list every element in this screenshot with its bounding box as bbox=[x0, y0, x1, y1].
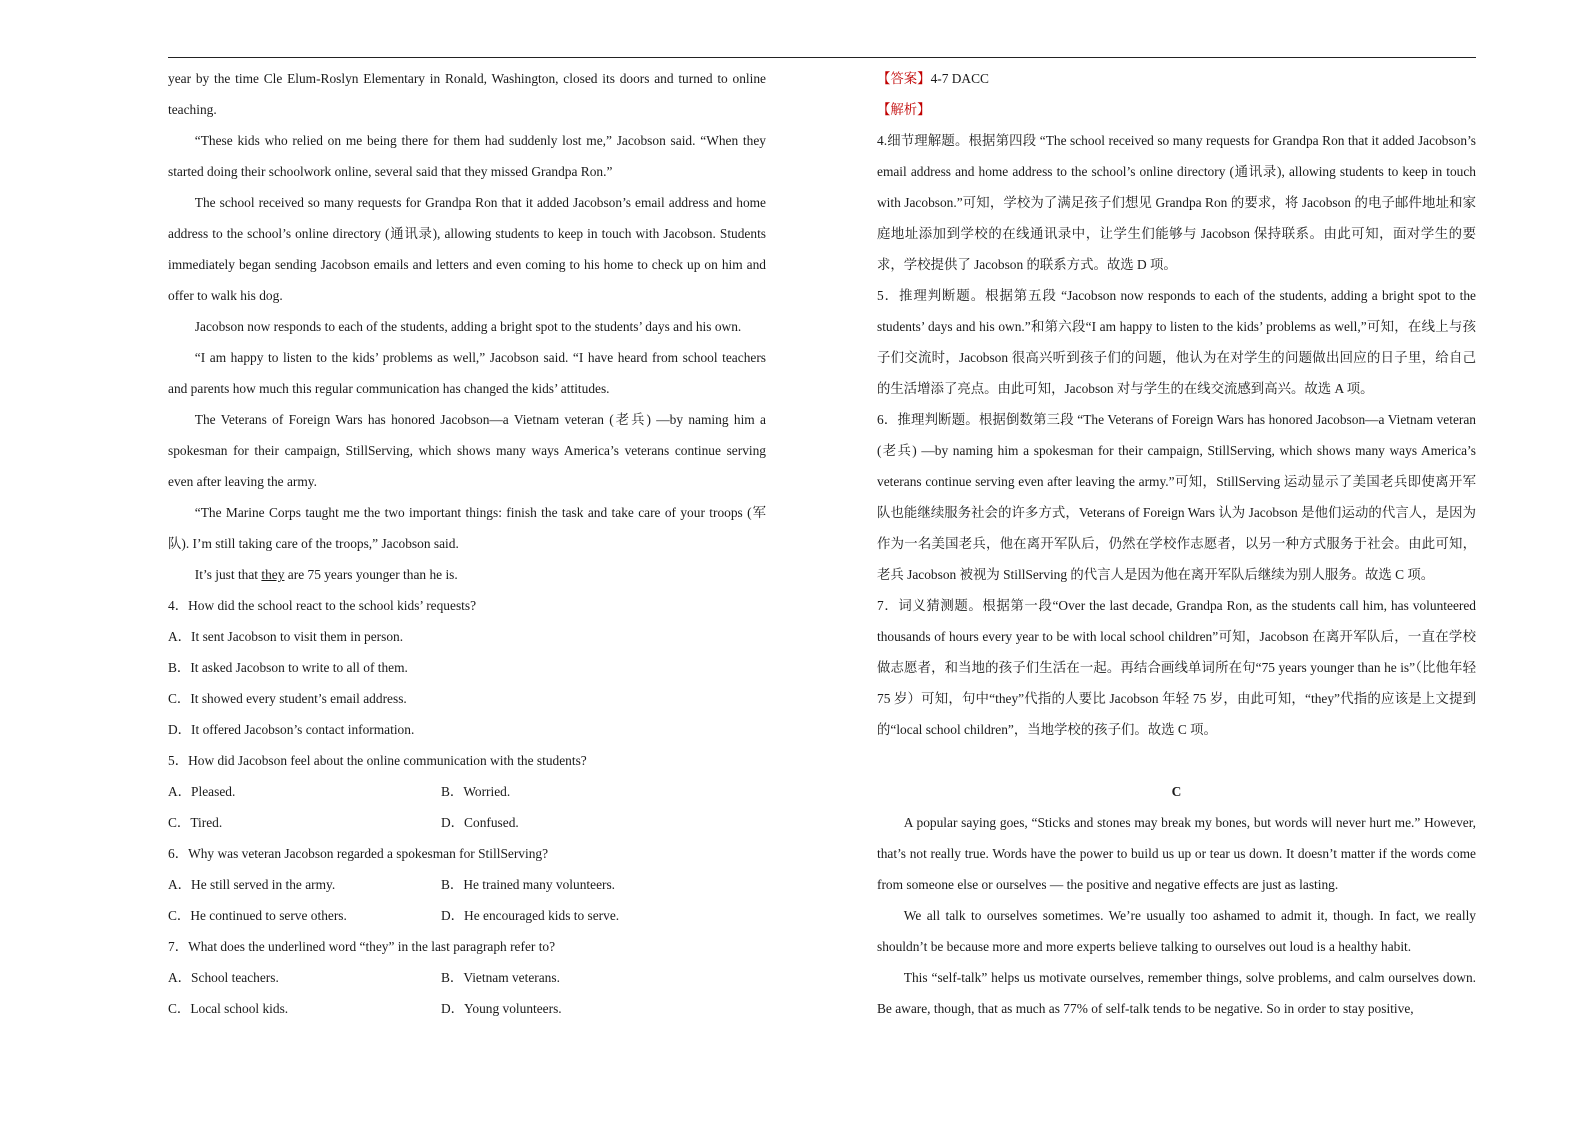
question-7-option-a: A．School teachers. bbox=[168, 970, 279, 985]
question-5-option-b: B．Worried. bbox=[441, 784, 511, 799]
question-7-options-row-2 bbox=[168, 993, 766, 1024]
passage-paragraph: year by the time Cle Elum-Roslyn Elementary in Ronald, Washington, closed its doors and turned to online teaching. bbox=[168, 71, 766, 117]
passage-paragraph: Jacobson now responds to each of the students, adding a bright spot to the students’ days and his own. bbox=[194, 319, 742, 334]
analysis-tag: 【解析】 bbox=[877, 102, 931, 117]
passage-paragraph: “I am happy to listen to the kids’ problems as well,” Jacobson said. “I have heard from school teachers and parents how much this regular communication has changed the kids’ attitudes. bbox=[168, 350, 766, 396]
question-7-option-c: C．Local school kids. bbox=[168, 1001, 289, 1016]
question-4-stem: 4．How did the school react to the school kids’ requests? bbox=[168, 598, 477, 613]
question-6-options-row-2 bbox=[168, 900, 766, 931]
question-5-options-row-2 bbox=[168, 807, 766, 838]
answer-line bbox=[877, 63, 1476, 94]
passage-paragraph: A popular saying goes, “Sticks and stones may break my bones, but words will never hurt me.” However, that’s not really true. Words have the power to build us up or tear us down. It doesn’t matter if the words come from someone else or ourselves — the positive and negative effects are just as lasting. bbox=[877, 815, 1476, 892]
question-6-option-d: D．He encouraged kids to serve. bbox=[441, 908, 620, 923]
passage-paragraph: The Veterans of Foreign Wars has honored Jacobson—a Vietnam veteran (老兵) —by naming him a spokesman for their campaign, StillServing, which shows many ways America’s veterans continue serving even after leaving the army. bbox=[168, 412, 766, 489]
question-5-option-d: D．Confused. bbox=[441, 815, 519, 830]
question-6-options-row-1 bbox=[168, 869, 766, 900]
question-5-options-row-1 bbox=[168, 776, 766, 807]
question-6-option-a: A．He still served in the army. bbox=[168, 877, 336, 892]
answer-tag: 【答案】 bbox=[877, 71, 931, 86]
section-title: C bbox=[1171, 784, 1182, 799]
question-6-option-b: B．He trained many volunteers. bbox=[441, 877, 616, 892]
question-6-stem: 6．Why was veteran Jacobson regarded a spokesman for StillServing? bbox=[168, 846, 549, 861]
passage-paragraph: “These kids who relied on me being there for them had suddenly lost me,” Jacobson said. “When they started doing their schoolwork online, several said that they missed Grandpa Ron.” bbox=[168, 133, 766, 179]
question-5-stem: 5．How did Jacobson feel about the online communication with the students? bbox=[168, 753, 587, 768]
passage-paragraph: We all talk to ourselves sometimes. We’re usually too ashamed to admit it, though. In fact, we really shouldn’t be because more and more experts believe talking to ourselves out loud is a healthy habit. bbox=[877, 908, 1476, 954]
question-7-option-b: B．Vietnam veterans. bbox=[441, 970, 560, 985]
passage-paragraph: The school received so many requests for Grandpa Ron that it added Jacobson’s email address and home address to the school’s online directory (通讯录), allowing students to keep in touch with Jacobson. Students immediately began sending Jacobson emails and letters and even coming to his home to check up on him and offer to walk his dog. bbox=[168, 195, 766, 303]
analysis-item: 6．推理判断题。根据倒数第三段 “The Veterans of Foreign Wars has honored Jacobson—a Vietnam veteran (老兵) —by naming him a spokesman for their campaign, StillServing, which shows many ways America’s veterans continue serving even after leaving the army.”可知，StillServing 运动显示了美国老兵即使离开军队也能继续服务社会的许多方式，Veterans of Foreign Wars 认为 Jacobson 是他们运动的代言人，是因为作为一名美国老兵，他在离开军队后，仍然在学校作志愿者，以另一种方式服务于社会。由此可知，老兵 Jacobson 被视为 StillServing 的代言人是因为他在离开军队后继续为别人服务。故选 C 项。 bbox=[877, 412, 1476, 582]
question-7-stem: 7．What does the underlined word “they” in the last paragraph refer to? bbox=[168, 939, 556, 954]
spacer bbox=[877, 745, 1476, 776]
analysis-line bbox=[877, 94, 1476, 125]
question-5-option-a: A．Pleased. bbox=[168, 784, 236, 799]
passage-paragraph: “The Marine Corps taught me the two important things: finish the task and take care of your troops (军队). I’m still taking care of the troops,” Jacobson said. bbox=[168, 505, 766, 551]
question-4-option-b: B．It asked Jacobson to write to all of them. bbox=[168, 660, 408, 675]
right-column bbox=[877, 63, 1476, 1024]
analysis-item: 4.细节理解题。根据第四段 “The school received so many requests for Grandpa Ron that it added Jacobson’s email address and home address to the school’s online directory (通讯录), allowing students to keep in touch with Jacobson.”可知，学校为了满足孩子们想见 Grandpa Ron 的要求，将 Jacobson 的电子邮件地址和家庭地址添加到学校的在线通讯录中，让学生们能够与 Jacobson 保持联系。由此可知，面对学生的要求，学校提供了 Jacobson 的联系方式。故选 D 项。 bbox=[877, 133, 1476, 272]
question-6-option-c: C．He continued to serve others. bbox=[168, 908, 347, 923]
passage-paragraph: This “self-talk” helps us motivate ourselves, remember things, solve problems, and calm ourselves down. Be aware, though, that as much as 77% of self-talk tends to be negative. So in order to stay positive, bbox=[877, 970, 1476, 1016]
question-4-option-a: A．It sent Jacobson to visit them in person. bbox=[168, 629, 404, 644]
question-4-option-c: C．It showed every student’s email address. bbox=[168, 691, 407, 706]
underlined-word: they bbox=[261, 567, 285, 582]
question-7-options-row-1 bbox=[168, 962, 766, 993]
analysis-item: 5．推理判断题。根据第五段 “Jacobson now responds to each of the students, adding a bright spot to the students’ days and his own.”和第六段“I am happy to listen to the kids’ problems as well,”可知，在线上与孩子们交流时，Jacobson 很高兴听到孩子们的问题，他认为在对学生的问题做出回应的日子里，给自己的生活增添了亮点。由此可知，Jacobson 对与学生的在线交流感到高兴。故选 A 项。 bbox=[877, 288, 1476, 396]
question-7-option-d: D．Young volunteers. bbox=[441, 1001, 562, 1016]
answer-text: 4-7 DACC bbox=[930, 71, 989, 86]
left-column bbox=[168, 63, 766, 1024]
analysis-item: 7．词义猜测题。根据第一段“Over the last decade, Grandpa Ron, as the students call him, has volunteered thousands of hours every year to be with local school children”可知，Jacobson 在离开军队后，一直在学校做志愿者，和当地的孩子们生活在一起。再结合画线单词所在句“75 years younger than he is”（比他年轻 75 岁）可知，句中“they”代指的人要比 Jacobson 年轻 75 岁，由此可知，“they”代指的应该是上文提到的“local school children”，当地学校的孩子们。故选 C 项。 bbox=[877, 598, 1476, 737]
question-5-option-c: C．Tired. bbox=[168, 815, 223, 830]
header-rule bbox=[168, 57, 1476, 58]
last-paragraph-before: It’s just that bbox=[194, 567, 262, 582]
last-paragraph-after: are 75 years younger than he is. bbox=[284, 567, 458, 582]
last-paragraph bbox=[168, 559, 766, 590]
question-4-option-d: D．It offered Jacobson’s contact information. bbox=[168, 722, 415, 737]
